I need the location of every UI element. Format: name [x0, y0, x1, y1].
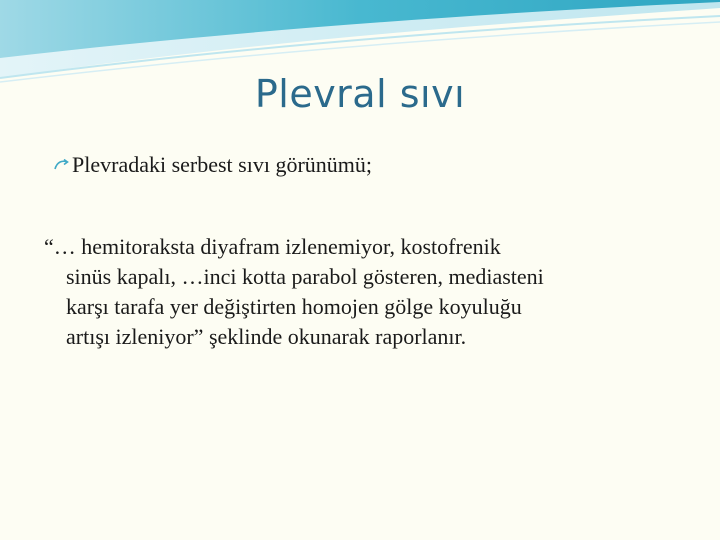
quote-line-4: artışı izleniyor” şeklinde okunarak raporlanır. [66, 324, 467, 349]
slide-title: Plevral sıvı [254, 72, 466, 116]
bullet-item [52, 152, 372, 178]
quote-paragraph [44, 232, 684, 352]
curved-arrow-bullet-icon [52, 156, 70, 174]
quote-line-2: sinüs kapalı, …inci kotta parabol gösteren, mediasteni [66, 264, 544, 289]
quote-line-3: karşı tarafa yer değiştirten homojen gölge koyuluğu [66, 294, 522, 319]
quote-line-1: “… hemitoraksta diyafram izlenemiyor, kostofrenik [44, 234, 501, 259]
bullet-text: Plevradaki serbest sıvı görünümü; [72, 152, 373, 177]
